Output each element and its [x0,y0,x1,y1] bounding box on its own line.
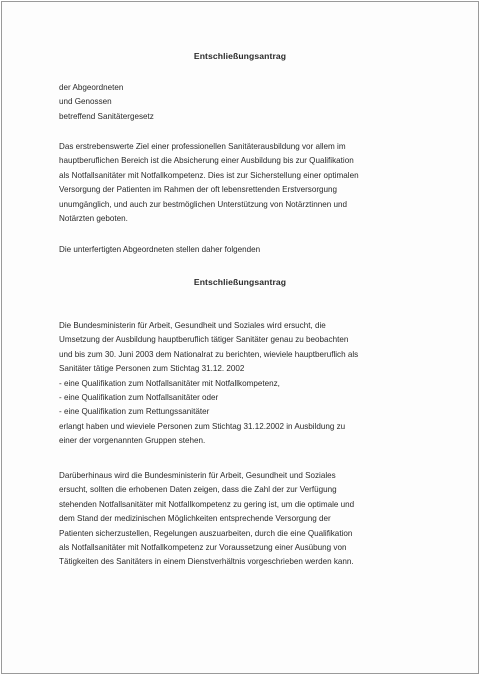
list-item: - eine Qualifikation zum Notfallsanitäter mit Notfallkompetenz, [59,378,280,388]
paragraph-further-request [59,469,439,570]
document-page [1,1,479,674]
addressee-line: und Genossen [59,97,112,107]
text-line: einer der vorgenannten Gruppen stehen. [59,436,206,446]
paragraph-intro [59,243,439,257]
text-line: Das erstrebenswerte Ziel einer professionellen Sanitäterausbildung vor allem im [59,142,346,151]
addressee-line: der Abgeordneten [59,83,124,92]
text-line: erlangt haben und wieviele Personen zum Stichtag 31.12.2002 in Ausbildung zu [59,421,346,431]
motion-subtitle: Entschließungsantrag [193,277,287,287]
text-line: Sanitäter tätige Personen zum Stichtag 31.12. 2002 [59,364,245,374]
addressees-block [59,81,439,124]
text-line: Notärzten geboten. [59,214,128,224]
text-line: und bis zum 30. Juni 2003 dem Nationalrat zu berichten, wieviele hauptberuflich als [59,349,359,359]
text-line: unumgänglich, und auch zur bestmöglichen Unterstützung von Notärztinnen und [59,199,347,209]
text-line: dem Stand der medizinischen Möglichkeiten entsprechende Versorgung der [59,514,331,524]
text-line: als Notfallsanitäter mit Notfallkompetenz. Dies ist zur Sicherstellung einer optimalen [59,170,359,180]
list-item: - eine Qualifikation zum Notfallsanitäter oder [59,393,219,403]
text-line: stehenden Notfallsanitäter mit Notfallkompetenz zu gering ist, um die optimale und [59,499,355,509]
text-line: Patienten sicherzustellen, Regelungen auszuarbeiten, durch die eine Qualifikation [59,528,353,538]
text-line: Die unterfertigten Abgeordneten stellen daher folgenden [59,245,261,254]
text-line: Umsetzung der Ausbildung hauptberuflich tätiger Sanitäter genau zu beobachten [59,335,349,345]
text-line: Die Bundesministerin für Arbeit, Gesundheit und Soziales wird ersucht, die [59,321,326,330]
paragraph-request [59,319,439,449]
text-line: ersucht, sollten die erhobenen Daten zeigen, dass die Zahl der zur Verfügung [59,485,337,495]
text-line: hauptberuflichen Bereich ist die Absicherung einer Ausbildung bis zur Qualifikation [59,156,354,166]
paragraph-justification [59,140,439,226]
text-line: als Notfallsanitäter mit Notfallkompetenz zur Voraussetzung einer Ausübung von [59,543,347,553]
addressee-line: betreffend Sanitätergesetz [59,111,154,121]
text-line: Versorgung der Patienten im Rahmen der oft lebensrettenden Erstversorgung [59,185,338,195]
list-item: - eine Qualifikation zum Rettungssanitäter [59,407,210,417]
text-line: Darüberhinaus wird die Bundesministerin für Arbeit, Gesundheit und Soziales [59,471,336,480]
text-line: Tätigkeiten des Sanitäters in einem Dienstverhältnis vorgeschrieben werden kann. [59,557,354,567]
document-title: Entschließungsantrag [193,51,287,61]
